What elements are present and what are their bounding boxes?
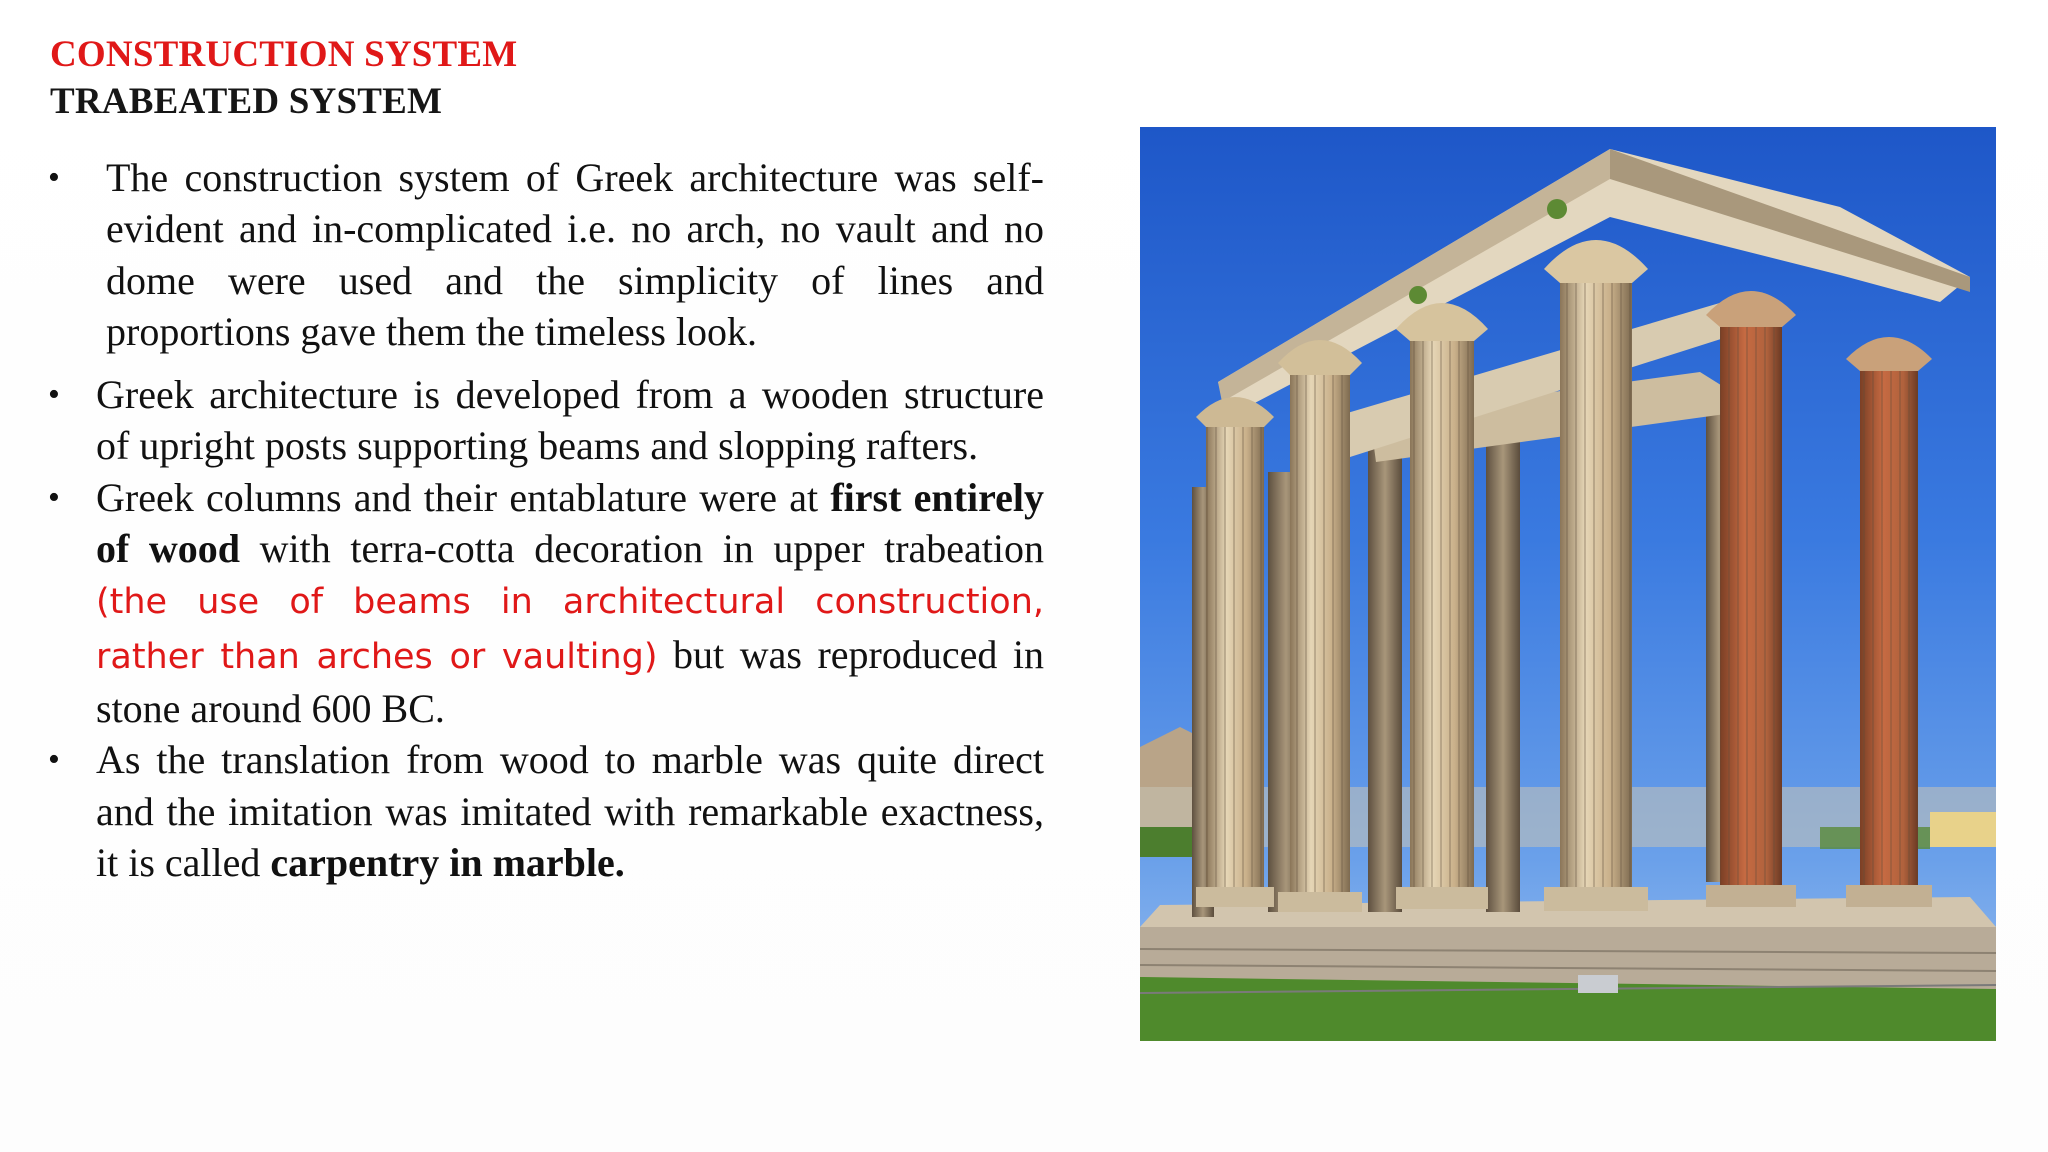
bullet-text-part: As the translation from wood to marble was quite direct and the imitation was imitated with remarkable exactness, it is called [96, 737, 1044, 885]
bold-phrase: carpentry in marble. [270, 839, 625, 885]
bullet-dot: • [48, 478, 60, 516]
bullet-list [48, 152, 1044, 888]
bullet-text [96, 734, 1044, 888]
trabeation-definition: (the use of beams in architectural construction, rather than arches or vaulting) [96, 582, 1044, 677]
bullet-text-part: Greek columns and their entablature were at [96, 474, 831, 520]
trees [1140, 827, 1200, 857]
bullet-dot: • [48, 159, 60, 196]
bold-phrase: first entirely of wood [96, 474, 1045, 572]
bullet-item [48, 472, 1044, 734]
bullet-text: Greek architecture is developed from a wooden structure of upright posts supporting beams and slopping rafters. [96, 372, 1044, 469]
bullet-item [48, 734, 1044, 888]
plant-tuft [1409, 286, 1427, 304]
sign-board [1578, 975, 1618, 993]
bullet-dot: • [48, 741, 60, 779]
temple-photo [1140, 127, 1996, 1041]
bullet-item [48, 369, 1044, 472]
bullet-dot: • [48, 376, 60, 414]
bullet-text [96, 472, 1044, 734]
bullet-text: The construction system of Greek architecture was self-evident and in-complicated i.e. no arch, no vault and no dome were used and the simplicity of lines and proportions gave them the timeless look. [106, 155, 1044, 354]
plant-tuft [1547, 199, 1567, 219]
bullet-item [48, 152, 1044, 357]
slide-title: CONSTRUCTION SYSTEM [50, 34, 518, 75]
bullet-text-part: with terra-cotta decoration in upper trabeation [240, 526, 1044, 572]
distant-building [1930, 812, 1996, 847]
temple-illustration [1140, 127, 1996, 1041]
bullet-text-part: but was reproduced in stone around 600 BC. [96, 631, 1044, 731]
slide-subtitle: TRABEATED SYSTEM [50, 81, 443, 122]
